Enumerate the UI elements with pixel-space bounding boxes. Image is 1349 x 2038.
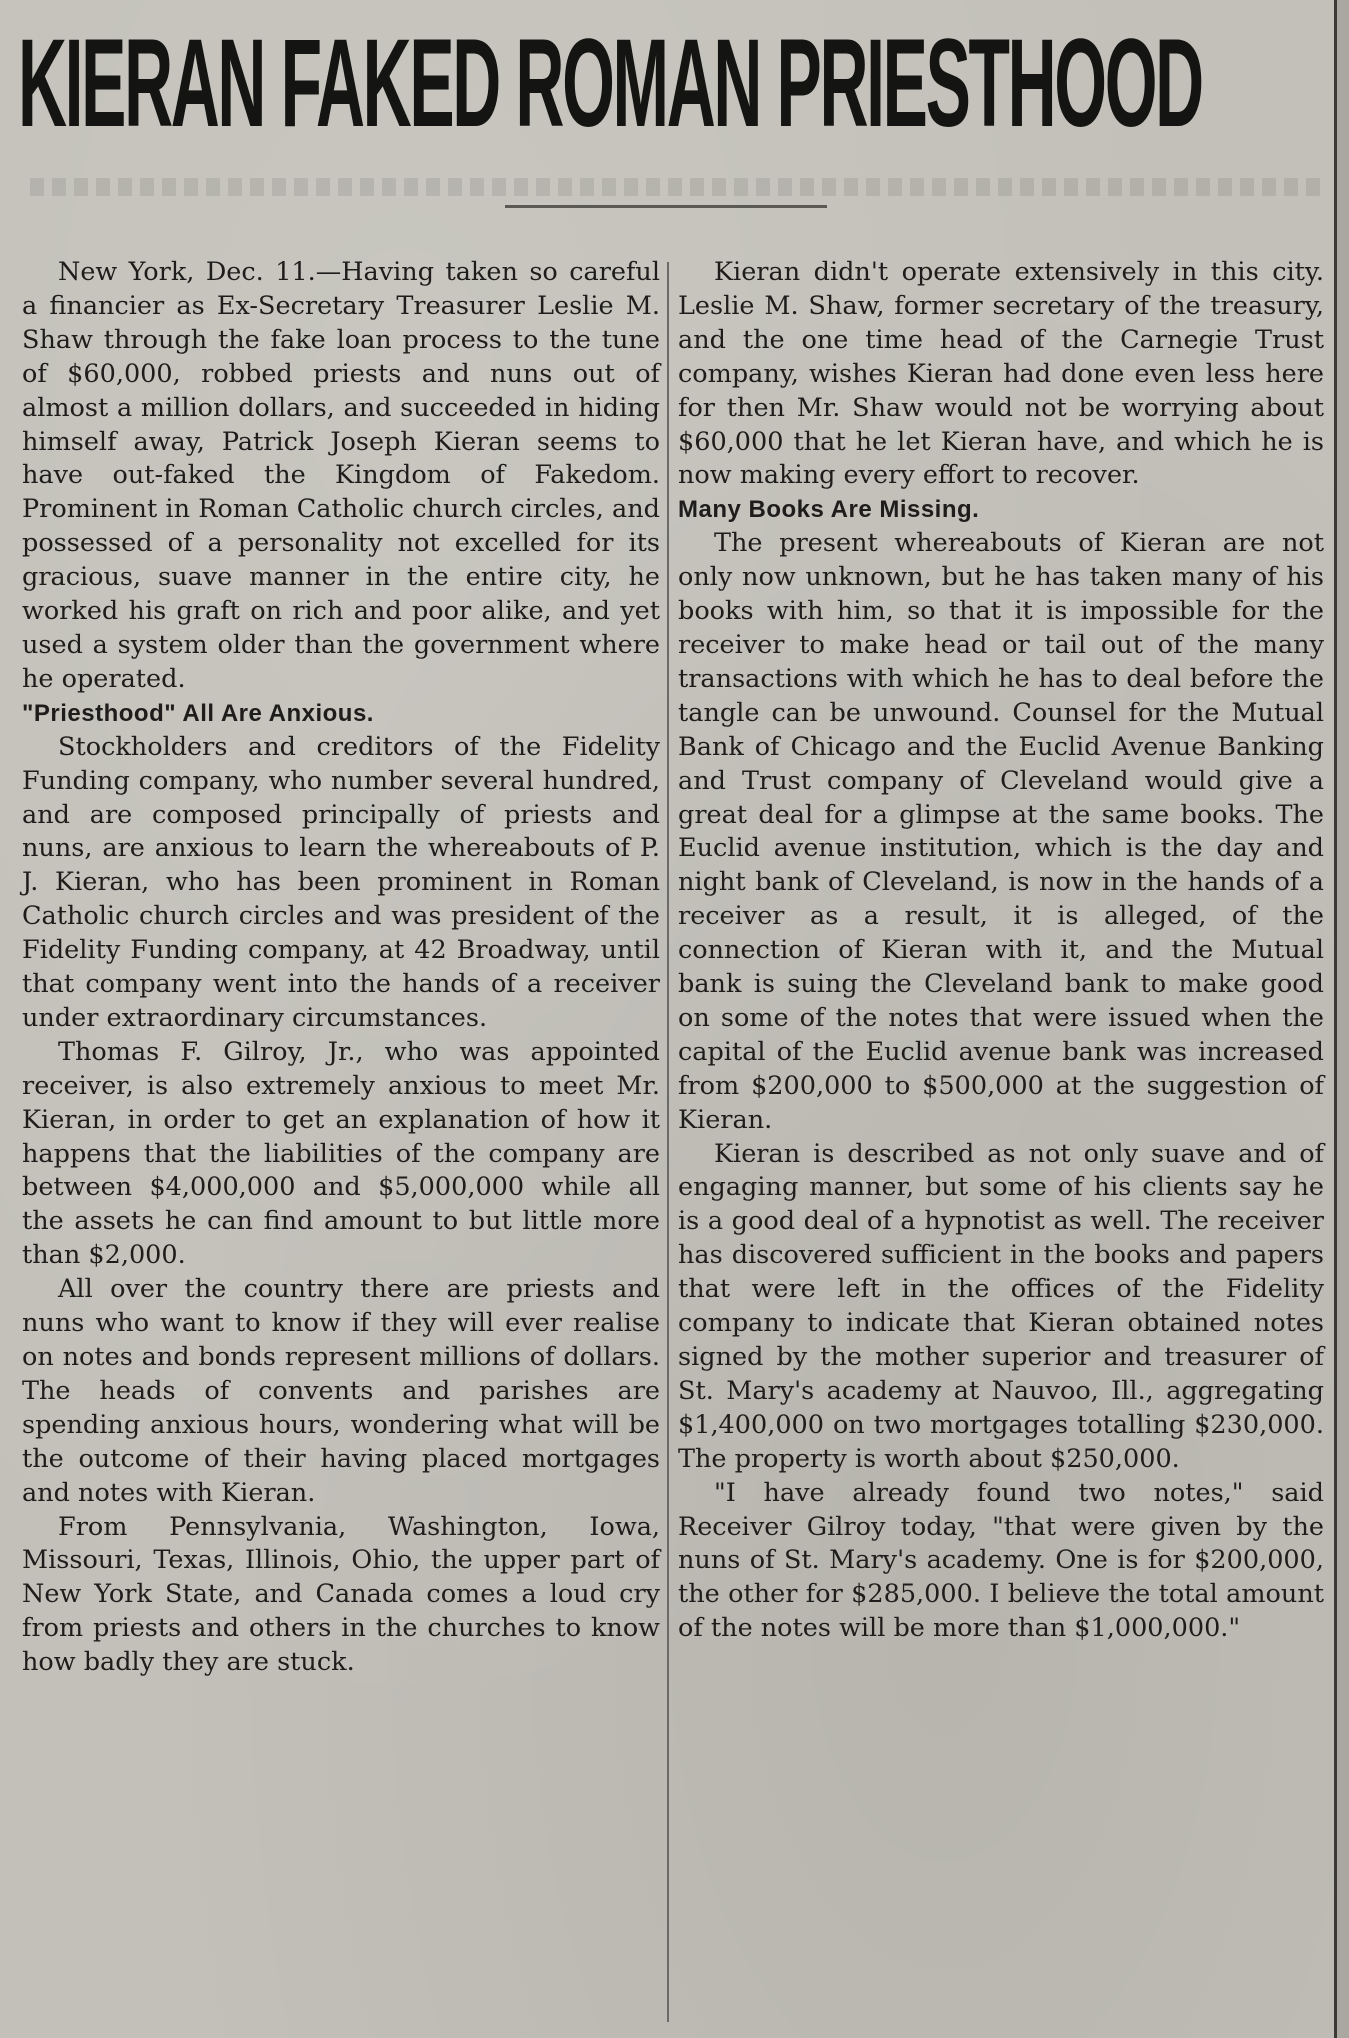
headline-divider xyxy=(505,205,827,208)
left-column xyxy=(22,256,660,1680)
paragraph: From Pennsylvania, Washington, Iowa, Missouri, Texas, Illinois, Ohio, the upper part of New York State, and Canada comes a loud cry from priests and others in the churches to know how badly they are stuck. xyxy=(22,1511,660,1678)
adjacent-column-edge xyxy=(1337,0,1349,2038)
paragraph: Kieran didn't operate extensively in this city. Leslie M. Shaw, former secretary of the treasury, and the one time head of the Carnegie Trust company, wishes Kieran had done even less here for then Mr. Shaw would not be worrying about $60,000 that he let Kieran have, and which he is now making every effort to recover. xyxy=(678,257,1324,491)
paragraph: "I have already found two notes," said Receiver Gilroy today, "that were given by the nuns of St. Mary's academy. One is for $200,000, the other for $285,000. I believe the total amount of the notes will be more than $1,000,000." xyxy=(678,1477,1324,1644)
paragraph: Kieran is described as not only suave and of engaging manner, but some of his clients say he is a good deal of a hypnotist as well. The receiver has discovered sufficient in the books and papers that were left in the offices of the Fidelity company to indicate that Kieran obtained notes signed by the mother superior and treasurer of St. Mary's academy at Nauvoo, Ill., aggregating $1,400,000 on two mortgages totalling $230,000. The property is worth about $250,000. xyxy=(678,1138,1324,1474)
section-subhead: Many Books Are Missing. xyxy=(678,496,980,524)
paragraph: Thomas F. Gilroy, Jr., who was appointed receiver, is also extremely anxious to meet Mr. Kieran, in order to get an explanation of how it happens that the liabilities of the company are between $4,000,000 and $5,000,000 while all the assets he can find amount to but little more than $2,000. xyxy=(22,1036,660,1271)
paragraph: The present whereabouts of Kieran are not only now unknown, but he has taken many of his books with him, so that it is impossible for the receiver to make head or tail out of the many transactions with which he has to deal before the tangle can be unwound. Counsel for the Mutual Bank of Chicago and the Euclid Avenue Banking and Trust company of Cleveland would give a great deal for a glimpse at the same books. The Euclid avenue institution, which is the day and night bank of Cleveland, is now in the hands of a receiver as a result, it is alleged, of the connection of Kieran with it, and the Mutual bank is suing the Cleveland bank to make good on some of the notes that were issued when the capital of the Euclid avenue bank was increased from $200,000 to $500,000 at the suggestion of Kieran. xyxy=(678,528,1324,1135)
section-subhead: "Priesthood" All Are Anxious. xyxy=(22,699,374,727)
paragraph: Stockholders and creditors of the Fidelity Funding company, who number several hundred, and are composed principally of priests and nuns, are anxious to learn the whereabouts of P. J. Kieran, who has been prominent in Roman Catholic church circles and was president of the Fidelity Funding company, at 42 Broadway, until that company went into the hands of a receiver under extraordinary circumstances. xyxy=(22,731,660,1033)
paragraph: All over the country there are priests and nuns who want to know if they will ever realise on notes and bonds represent millions of dollars. The heads of convents and parishes are spending anxious hours, wondering what will be the outcome of their having placed mortgages and notes with Kieran. xyxy=(22,1274,660,1508)
column-divider xyxy=(667,262,669,2022)
paragraph: New York, Dec. 11.—Having taken so careful a financier as Ex-Secretary Treasurer Leslie M. Shaw through the fake loan process to the tune of $60,000, robbed priests and nuns out of almost a million dollars, and succeeded in hiding himself away, Patrick Joseph Kieran seems to have out-faked the Kingdom of Fakedom. Prominent in Roman Catholic church circles, and possessed of a personality not excelled for its gracious, suave manner in the entire city, he worked his graft on rich and poor alike, and yet used a system older than the government where he operated. xyxy=(22,257,660,694)
headline: KIERAN FAKED ROMAN PRIESTHOOD xyxy=(18,12,1202,154)
right-column xyxy=(678,256,1324,1646)
faded-subhead xyxy=(30,178,1320,196)
